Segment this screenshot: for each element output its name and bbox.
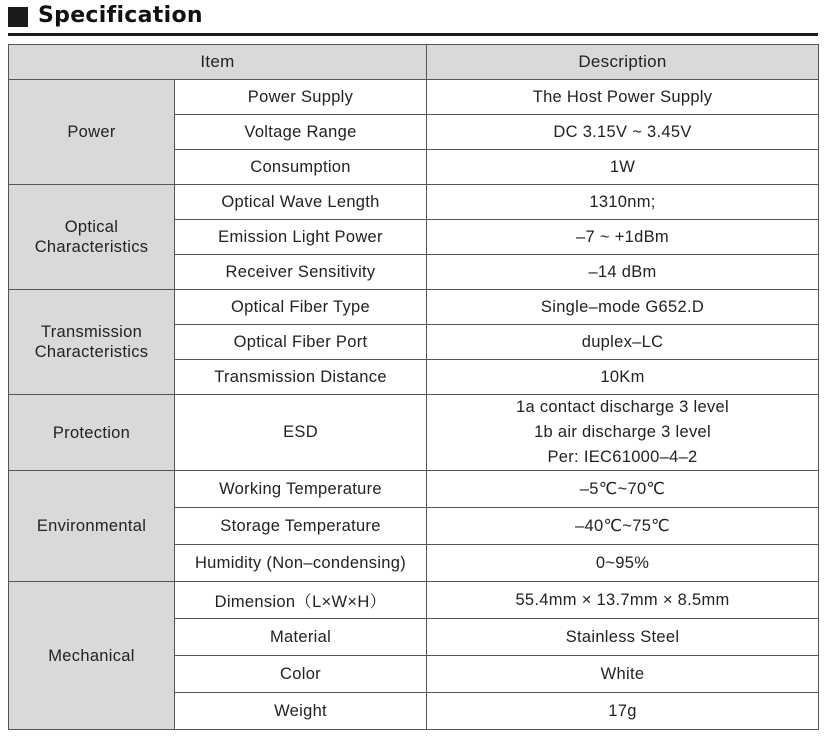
item-cell: Power Supply bbox=[175, 80, 427, 115]
item-cell: ESD bbox=[175, 395, 427, 471]
section-title: Specification bbox=[38, 3, 203, 28]
item-cell: Storage Temperature bbox=[175, 508, 427, 545]
item-cell: Optical Fiber Type bbox=[175, 290, 427, 325]
table-header-row bbox=[9, 45, 819, 80]
description-cell: 1310nm; bbox=[427, 185, 819, 220]
description-cell: 0~95% bbox=[427, 545, 819, 582]
description-cell: duplex–LC bbox=[427, 325, 819, 360]
square-bullet-icon bbox=[8, 7, 28, 27]
table-row bbox=[9, 185, 819, 220]
header-rule bbox=[8, 33, 818, 36]
col-header-description: Description bbox=[427, 45, 819, 80]
item-cell: Weight bbox=[175, 693, 427, 730]
description-cell: White bbox=[427, 656, 819, 693]
description-cell: –7 ~ +1dBm bbox=[427, 220, 819, 255]
description-cell: –14 dBm bbox=[427, 255, 819, 290]
description-cell: 1W bbox=[427, 150, 819, 185]
section-header bbox=[8, 4, 818, 32]
item-cell: Optical Fiber Port bbox=[175, 325, 427, 360]
table-row bbox=[9, 395, 819, 471]
description-cell: 10Km bbox=[427, 360, 819, 395]
item-cell: Optical Wave Length bbox=[175, 185, 427, 220]
spec-table bbox=[8, 44, 819, 730]
table-row bbox=[9, 290, 819, 325]
description-cell: The Host Power Supply bbox=[427, 80, 819, 115]
item-cell: Consumption bbox=[175, 150, 427, 185]
description-cell: DC 3.15V ~ 3.45V bbox=[427, 115, 819, 150]
table-row bbox=[9, 471, 819, 508]
item-cell: Material bbox=[175, 619, 427, 656]
item-cell: Voltage Range bbox=[175, 115, 427, 150]
description-cell: 55.4mm × 13.7mm × 8.5mm bbox=[427, 582, 819, 619]
category-cell: Mechanical bbox=[9, 582, 175, 730]
item-cell: Emission Light Power bbox=[175, 220, 427, 255]
item-cell: Working Temperature bbox=[175, 471, 427, 508]
item-cell: Transmission Distance bbox=[175, 360, 427, 395]
table-row bbox=[9, 80, 819, 115]
category-cell: Optical Characteristics bbox=[9, 185, 175, 290]
category-cell: Environmental bbox=[9, 471, 175, 582]
item-cell: Receiver Sensitivity bbox=[175, 255, 427, 290]
table-row bbox=[9, 582, 819, 619]
category-cell: Protection bbox=[9, 395, 175, 471]
col-header-item: Item bbox=[9, 45, 427, 80]
description-cell: –40℃~75℃ bbox=[427, 508, 819, 545]
item-cell: Dimension（L×W×H） bbox=[175, 582, 427, 619]
item-cell: Color bbox=[175, 656, 427, 693]
description-cell: Single–mode G652.D bbox=[427, 290, 819, 325]
description-cell: Stainless Steel bbox=[427, 619, 819, 656]
category-cell: Power bbox=[9, 80, 175, 185]
item-cell: Humidity (Non–condensing) bbox=[175, 545, 427, 582]
category-cell: Transmission Characteristics bbox=[9, 290, 175, 395]
description-cell: 1a contact discharge 3 level 1b air discharge 3 level Per: IEC61000–4–2 bbox=[427, 395, 819, 471]
description-cell: 17g bbox=[427, 693, 819, 730]
description-cell: –5℃~70℃ bbox=[427, 471, 819, 508]
